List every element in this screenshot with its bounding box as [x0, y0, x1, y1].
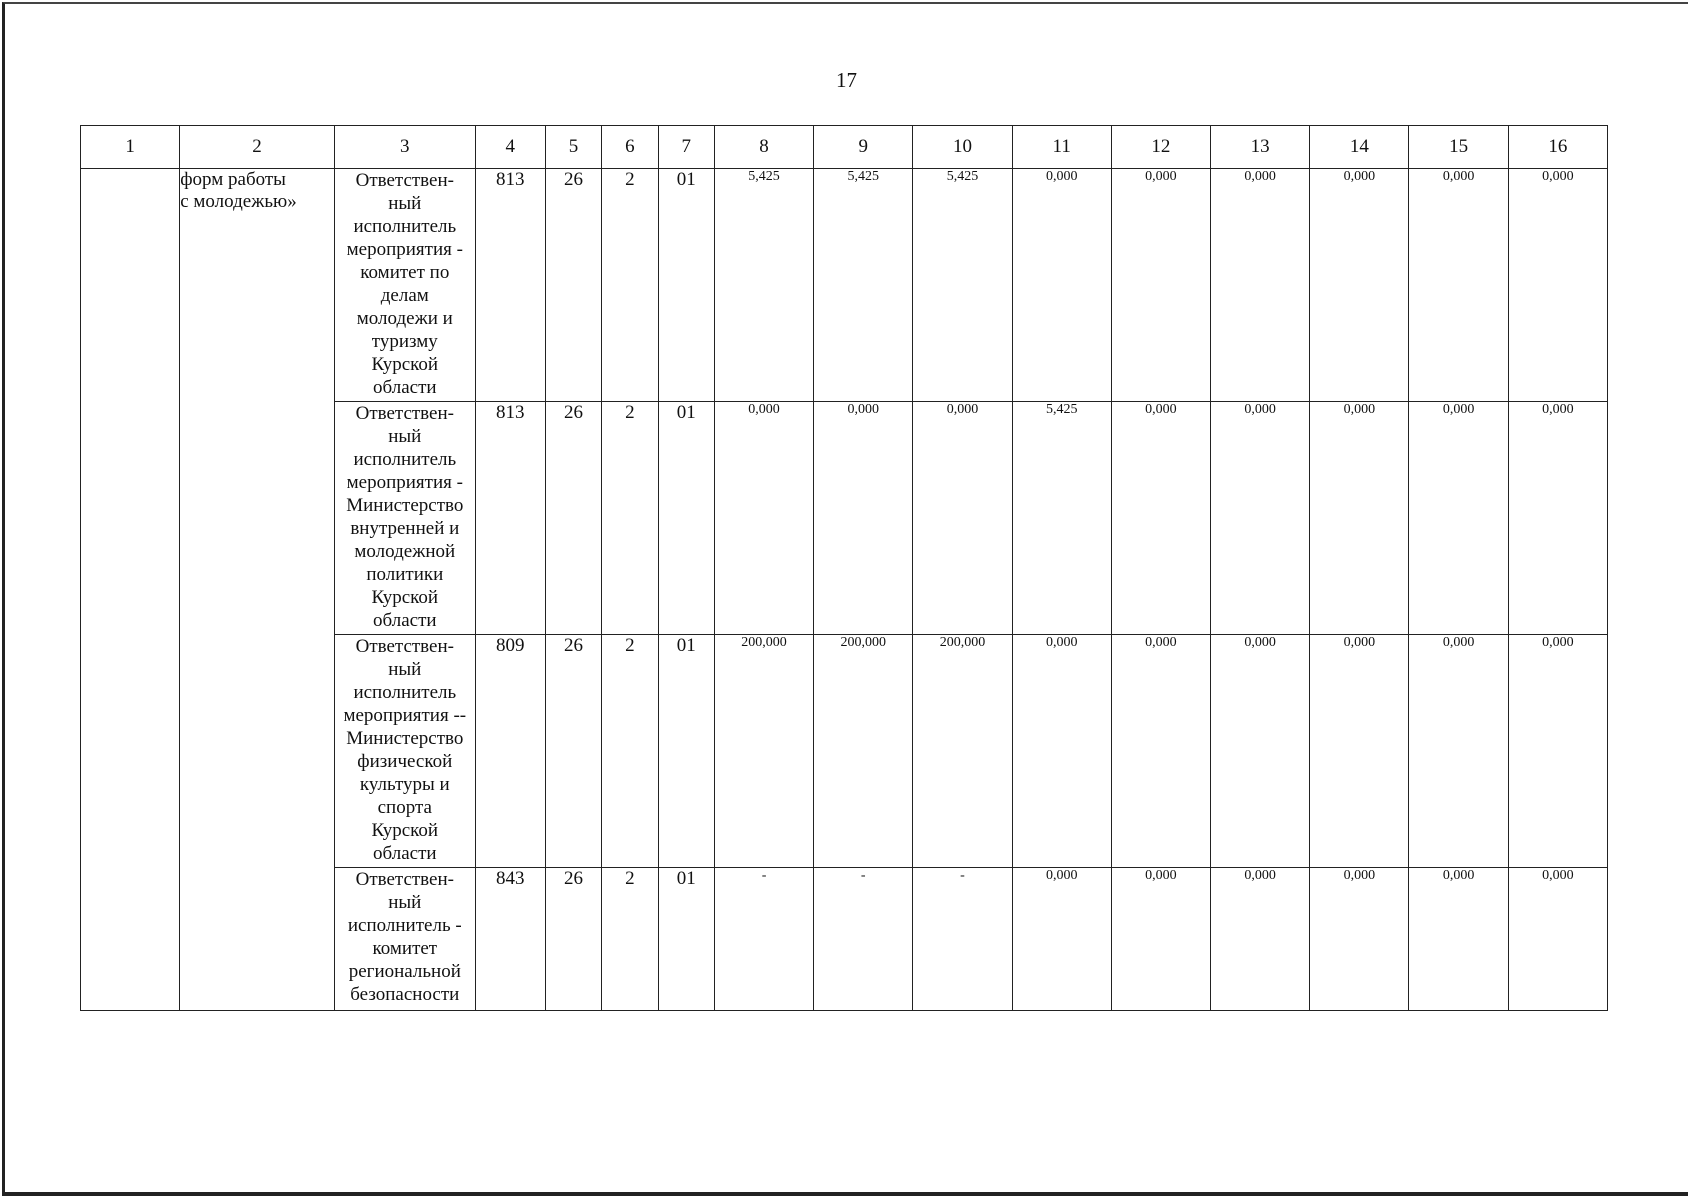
value-cell: 200,000	[714, 635, 813, 868]
executor-line: исполнитель -	[347, 915, 462, 936]
executor-line: Ответствен-	[355, 403, 454, 424]
value-cell: 0,000	[1012, 169, 1111, 402]
header-cell: 10	[913, 126, 1012, 169]
value-cell: 0,000	[1409, 402, 1508, 635]
value-cell: 0,000	[814, 402, 913, 635]
header-cell: 1	[81, 126, 180, 169]
event-name-line: с молодежью»	[180, 191, 297, 212]
value-cell: 5,425	[814, 169, 913, 402]
executor-line: туризму	[371, 331, 438, 352]
code-cell: 809	[475, 635, 545, 868]
executor-line: области	[373, 377, 437, 398]
executor-line: Ответствен-	[355, 636, 454, 657]
executor-cell	[334, 402, 475, 635]
code-cell: 26	[545, 402, 601, 635]
value-cell: 0,000	[1211, 868, 1310, 1011]
value-cell: 0,000	[1111, 169, 1210, 402]
executor-line: Министерство	[346, 495, 464, 516]
value-cell: 0,000	[1508, 635, 1607, 868]
executor-line: мероприятия -	[346, 472, 463, 493]
value-cell: 0,000	[1111, 868, 1210, 1011]
executor-line: ный	[388, 193, 422, 214]
value-cell: 0,000	[1508, 868, 1607, 1011]
value-cell: 5,425	[714, 169, 813, 402]
value-cell: 0,000	[1409, 868, 1508, 1011]
value-cell: 0,000	[1310, 402, 1409, 635]
code-cell: 01	[658, 635, 714, 868]
executor-line: области	[373, 610, 437, 631]
header-cell: 5	[545, 126, 601, 169]
value-cell: 0,000	[1211, 635, 1310, 868]
code-cell: 813	[475, 169, 545, 402]
executor-line: исполнитель	[353, 216, 457, 237]
header-cell: 9	[814, 126, 913, 169]
event-name-cell	[180, 169, 335, 1011]
executor-line: Министерство	[346, 728, 464, 749]
executor-line: политики	[366, 564, 444, 585]
executor-line: культуры и	[359, 774, 450, 795]
header-cell: 8	[714, 126, 813, 169]
value-cell: 0,000	[1310, 169, 1409, 402]
code-cell: 813	[475, 402, 545, 635]
row-number-cell	[81, 169, 180, 1011]
code-cell: 2	[602, 169, 658, 402]
executor-line: мероприятия -	[346, 239, 463, 260]
code-cell: 26	[545, 868, 601, 1011]
value-cell: 0,000	[1508, 402, 1607, 635]
executor-line: Ответствен-	[355, 170, 454, 191]
value-cell: 200,000	[814, 635, 913, 868]
header-cell: 12	[1111, 126, 1210, 169]
header-cell: 7	[658, 126, 714, 169]
executor-line: исполнитель	[353, 449, 457, 470]
value-cell: -	[913, 868, 1012, 1011]
executor-line: области	[373, 843, 437, 864]
value-cell: 5,425	[1012, 402, 1111, 635]
value-cell: 0,000	[714, 402, 813, 635]
executor-cell	[334, 169, 475, 402]
value-cell: 0,000	[1211, 169, 1310, 402]
executor-line: ный	[388, 659, 422, 680]
code-cell: 01	[658, 868, 714, 1011]
value-cell: -	[714, 868, 813, 1011]
executor-cell	[334, 868, 475, 1011]
header-cell: 13	[1211, 126, 1310, 169]
value-cell: 0,000	[1012, 868, 1111, 1011]
executor-line: спорта	[377, 797, 432, 818]
executor-line: ный	[388, 892, 422, 913]
value-cell: 200,000	[913, 635, 1012, 868]
code-cell: 2	[602, 635, 658, 868]
value-cell: 0,000	[1409, 169, 1508, 402]
code-cell: 01	[658, 402, 714, 635]
executor-line: комитет	[372, 938, 438, 959]
budget-table	[80, 125, 1608, 1011]
table-row	[81, 169, 1608, 402]
header-cell: 16	[1508, 126, 1607, 169]
executor-line: исполнитель	[353, 682, 457, 703]
executor-line: физической	[357, 751, 453, 772]
code-cell: 2	[602, 868, 658, 1011]
executor-line: молодежной	[354, 541, 456, 562]
page-number: 17	[836, 68, 857, 92]
value-cell: 0,000	[1508, 169, 1607, 402]
executor-line: молодежи и	[356, 308, 453, 329]
value-cell: 0,000	[1310, 868, 1409, 1011]
executor-line: Курской	[371, 820, 439, 841]
value-cell: 0,000	[1111, 402, 1210, 635]
header-cell: 2	[180, 126, 335, 169]
value-cell: 0,000	[1409, 635, 1508, 868]
code-cell: 26	[545, 635, 601, 868]
value-cell: -	[814, 868, 913, 1011]
header-row	[81, 126, 1608, 169]
executor-line: Ответствен-	[355, 869, 454, 890]
header-cell: 6	[602, 126, 658, 169]
code-cell: 843	[475, 868, 545, 1011]
value-cell: 0,000	[1012, 635, 1111, 868]
executor-line: мероприятия --	[343, 705, 467, 726]
value-cell: 5,425	[913, 169, 1012, 402]
code-cell: 01	[658, 169, 714, 402]
value-cell: 0,000	[1211, 402, 1310, 635]
value-cell: 0,000	[1111, 635, 1210, 868]
header-cell: 15	[1409, 126, 1508, 169]
header-cell: 3	[334, 126, 475, 169]
executor-line: комитет по	[360, 262, 450, 283]
header-cell: 11	[1012, 126, 1111, 169]
executor-line: Курской	[371, 587, 439, 608]
executor-line: региональной	[348, 961, 461, 982]
executor-cell	[334, 635, 475, 868]
executor-line: безопасности	[350, 984, 460, 1005]
code-cell: 2	[602, 402, 658, 635]
value-cell: 0,000	[1310, 635, 1409, 868]
executor-line: внутренней и	[350, 518, 460, 539]
executor-line: делам	[380, 285, 429, 306]
event-name-line: форм работы	[180, 169, 286, 190]
code-cell: 26	[545, 169, 601, 402]
header-cell: 14	[1310, 126, 1409, 169]
executor-line: Курской	[371, 354, 439, 375]
header-cell: 4	[475, 126, 545, 169]
executor-line: ный	[388, 426, 422, 447]
value-cell: 0,000	[913, 402, 1012, 635]
